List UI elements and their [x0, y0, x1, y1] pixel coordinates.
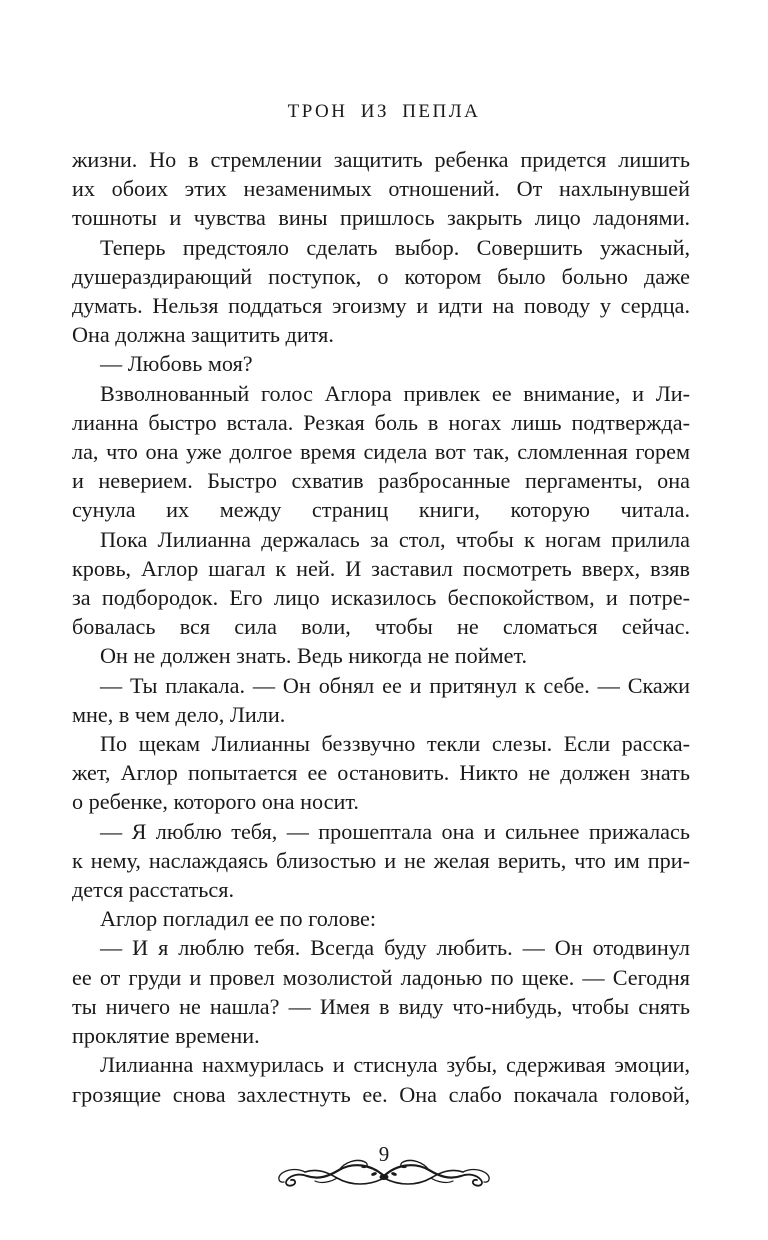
- text-line: Пока Лилианна держалась за стол, чтобы к ногам прилила: [100, 526, 690, 552]
- text-line: душераздирающий поступок, о котором было больно даже: [72, 263, 690, 289]
- text-line: думать. Нельзя поддаться эгоизму и идти на поводу у сердца.: [72, 293, 690, 319]
- text-line: бовалась вся сила воли, чтобы не сломаться сейчас.: [72, 614, 690, 640]
- text-line: — Ты плакала. — Он обнял ее и притянул к себе. — Скажи: [100, 672, 690, 698]
- text-line: за подбородок. Его лицо исказилось беспокойством, и потре-: [72, 585, 690, 611]
- body-text: [72, 145, 690, 1109]
- text-line: жет, Аглор попытается ее остановить. Никто не должен знать: [72, 760, 690, 786]
- text-line: к нему, наслаждаясь близостью и не желая верить, что им при-: [72, 847, 690, 873]
- text-line: кровь, Аглор шагал к ней. И заставил посмотреть вверх, взяв: [72, 555, 690, 581]
- text-line: жизни. Но в стремлении защитить ребенка придется лишить: [72, 147, 690, 172]
- text-line: — И я люблю тебя. Всегда буду любить. — Он отодвинул: [100, 935, 690, 961]
- text-line: — Я люблю тебя, — прошептала она и сильнее прижалась: [100, 818, 690, 844]
- text-line: о ребенке, которого она носит.: [72, 789, 359, 815]
- text-line: Взволнованный голос Аглора привлек ее внимание, и Ли-: [100, 380, 690, 406]
- text-line: ты ничего не нашла? — Имея в виду что-нибудь, чтобы снять: [72, 993, 690, 1019]
- text-line: проклятие времени.: [72, 1023, 260, 1049]
- text-line: грозящие снова захлестнуть ее. Она слабо покачала головой,: [72, 1081, 690, 1107]
- text-line: ла, что она уже долгое время сидела вот так, сломленная горем: [72, 439, 690, 465]
- text-line: дется расстаться.: [72, 877, 234, 903]
- flourish-ornament-icon: [273, 1152, 495, 1188]
- text-line: лианна быстро встала. Резкая боль в ногах лишь подтвержда-: [72, 409, 690, 435]
- text-line: Она должна защитить дитя.: [72, 322, 334, 348]
- text-line: — Любовь моя?: [100, 351, 253, 377]
- text-line: Аглор погладил ее по голове:: [100, 906, 377, 932]
- text-line: Теперь предстояло сделать выбор. Совершить ужасный,: [100, 234, 690, 260]
- running-title: ТРОН ИЗ ПЕПЛА: [287, 101, 481, 122]
- text-line: и неверием. Быстро схватив разбросанные пергаменты, она: [72, 468, 690, 494]
- text-line: По щекам Лилианны беззвучно текли слезы. Если расска-: [100, 731, 690, 757]
- text-line: тошноты и чувства вины пришлось закрыть лицо ладонями.: [72, 205, 690, 231]
- text-line: мне, в чем дело, Лили.: [72, 701, 286, 727]
- text-line: Лилианна нахмурилась и стиснула зубы, сдерживая эмоции,: [100, 1052, 690, 1078]
- text-line: сунула их между страниц книги, которую читала.: [72, 497, 690, 523]
- text-line: их обоих этих незаменимых отношений. От нахлынувшей: [72, 176, 690, 202]
- page-number: 9: [378, 1142, 390, 1166]
- text-line: Он не должен знать. Ведь никогда не поймет.: [100, 643, 528, 669]
- page-footer: [0, 1142, 768, 1192]
- text-line: ее от груди и провел мозолистой ладонью по щеке. — Сегодня: [72, 964, 690, 990]
